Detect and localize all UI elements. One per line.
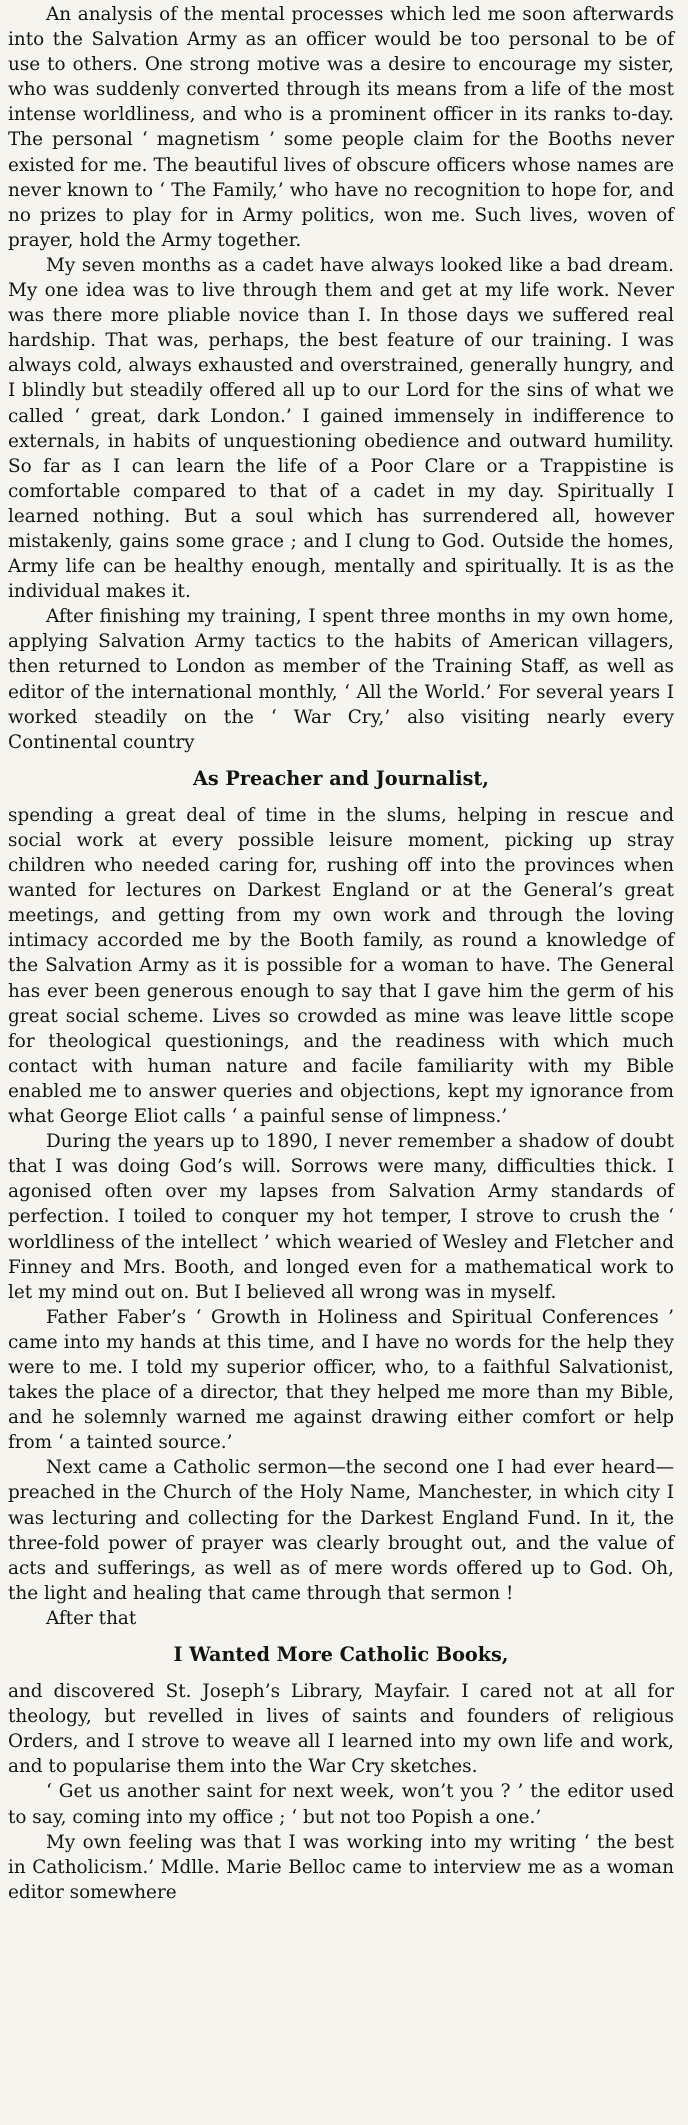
paragraph-catholic-sermon: Next came a Catholic sermon—the second one I had ever heard—preached in the Church of the Holy Name, Manchester, in which city I was lecturing and collecting for the Darkest England Fund. In it, the three-fold power of prayer was clearly brought out, and the value of acts and sufferings, as well as of mere words offered up to God. Oh, the light and healing that came through that sermon ! bbox=[8, 1457, 674, 1604]
paragraph-training-staff: After finishing my training, I spent three months in my own home, applying Salvation Army tactics to the habits of American villagers, then returned to London as member of the Training Staff, as well as editor of the international monthly, ‘ All the World.’ For several years I worked steadily on the ‘ War Cry,’ also visiting nearly every Continental country bbox=[8, 606, 674, 753]
subheading-preacher-journalist: As Preacher and Journalist, bbox=[193, 766, 489, 790]
paragraph-after-that: After that bbox=[46, 1607, 137, 1629]
paragraph-father-faber: Father Faber’s ‘ Growth in Holiness and Spiritual Conferences ’ came into my hands at this time, and I have no words for the help they were to me. I told my superior officer, who, to a faithful Salvationist, takes the place of a director, that they helped me more than my Bible, and he solemnly warned me against drawing either comfort or help from ‘ a tainted source.’ bbox=[8, 1306, 674, 1454]
subheading-catholic-books: I Wanted More Catholic Books, bbox=[173, 1643, 509, 1666]
paragraph-cadet-months: My seven months as a cadet have always looked like a bad dream. My one idea was to live through them and get at my life work. Never was there more pliable novice than I. In those days we suffered real hardship. That was, perhaps, the best feature of our training. I was always cold, always exhausted and overstrained, generally hungry, and I blindly but steadily offered all up to our Lord for the sins of what we called ‘ great, dark London.’ I gained immensely in indifference to externals, in habits of unquestioning obedience and outward humility. So far as I can learn the life of a Poor Clare or a Trappistine is comfortable compared to that of a cadet in my day. Spiritually I learned nothing. But a soul which has surrendered all, however mistakenly, gains some grace ; and I clung to God. Outside the homes, Army life can be healthy enough, mentally and spiritually. It is as the individual makes it. bbox=[8, 254, 674, 603]
paragraph-best-in-catholicism: My own feeling was that I was working into my writing ‘ the best in Catholicism.’ Mdlle. Marie Belloc came to interview me as a woman editor somewhere bbox=[8, 1831, 674, 1903]
paragraph-slums-work: spending a great deal of time in the slums, helping in rescue and social work at every possible leisure moment, picking up stray children who needed caring for, rushing off into the provinces when wanted for lectures on Darkest England or at the General’s great meetings, and getting from my own work and through the loving intimacy accorded me by the Booth family, as round a knowledge of the Salvation Army as it is possible for a woman to have. The General has ever been generous enough to say that I gave him the germ of his great social scheme. Lives so crowded as mine was leave little scope for theological questionings, and the readiness with which much contact with human nature and facile familiarity with my Bible enabled me to answer queries and objections, kept my ignorance from what George Eliot calls ‘ a painful sense of limpness.’ bbox=[8, 804, 674, 1128]
paragraph-editor-quote: ‘ Get us another saint for next week, won’t you ? ’ the editor used to say, coming into my office ; ‘ but not too Popish a one.’ bbox=[8, 1781, 674, 1828]
paragraph-years-to-1890: During the years up to 1890, I never remember a shadow of doubt that I was doing God’s will. Sorrows were many, difficulties thick. I agonised often over my lapses from Salvation Army standards of perfection. I toiled to conquer my hot temper, I strove to crush the ‘ worldliness of the intellect ’ which wearied of Wesley and Fletcher and Finney and Mrs. Booth, and longed even for a mathematical work to let my mind out on. But I believed all wrong was in myself. bbox=[8, 1131, 674, 1303]
paragraph-st-josephs-library: and discovered St. Joseph’s Library, Mayfair. I cared not at all for theology, but revelled in lives of saints and founders of religious Orders, and I strove to weave all I learned into my own life and work, and to popularise them into the War Cry sketches. bbox=[8, 1681, 674, 1778]
paragraph-salvation-army-motives: An analysis of the mental processes which led me soon afterwards into the Salvation Army as an officer would be too personal to be of use to others. One strong motive was a desire to encourage my sister, who was suddenly converted through its means from a life of the most intense worldliness, and who is a prominent officer in its ranks to-day. The personal ‘ magnetism ’ some people claim for the Booths never existed for me. The beautiful lives of obscure officers whose names are never known to ‘ The Family,’ who have no recognition to hope for, and no prizes to play for in Army politics, won me. Such lives, woven of prayer, hold the Army together. bbox=[8, 4, 674, 251]
